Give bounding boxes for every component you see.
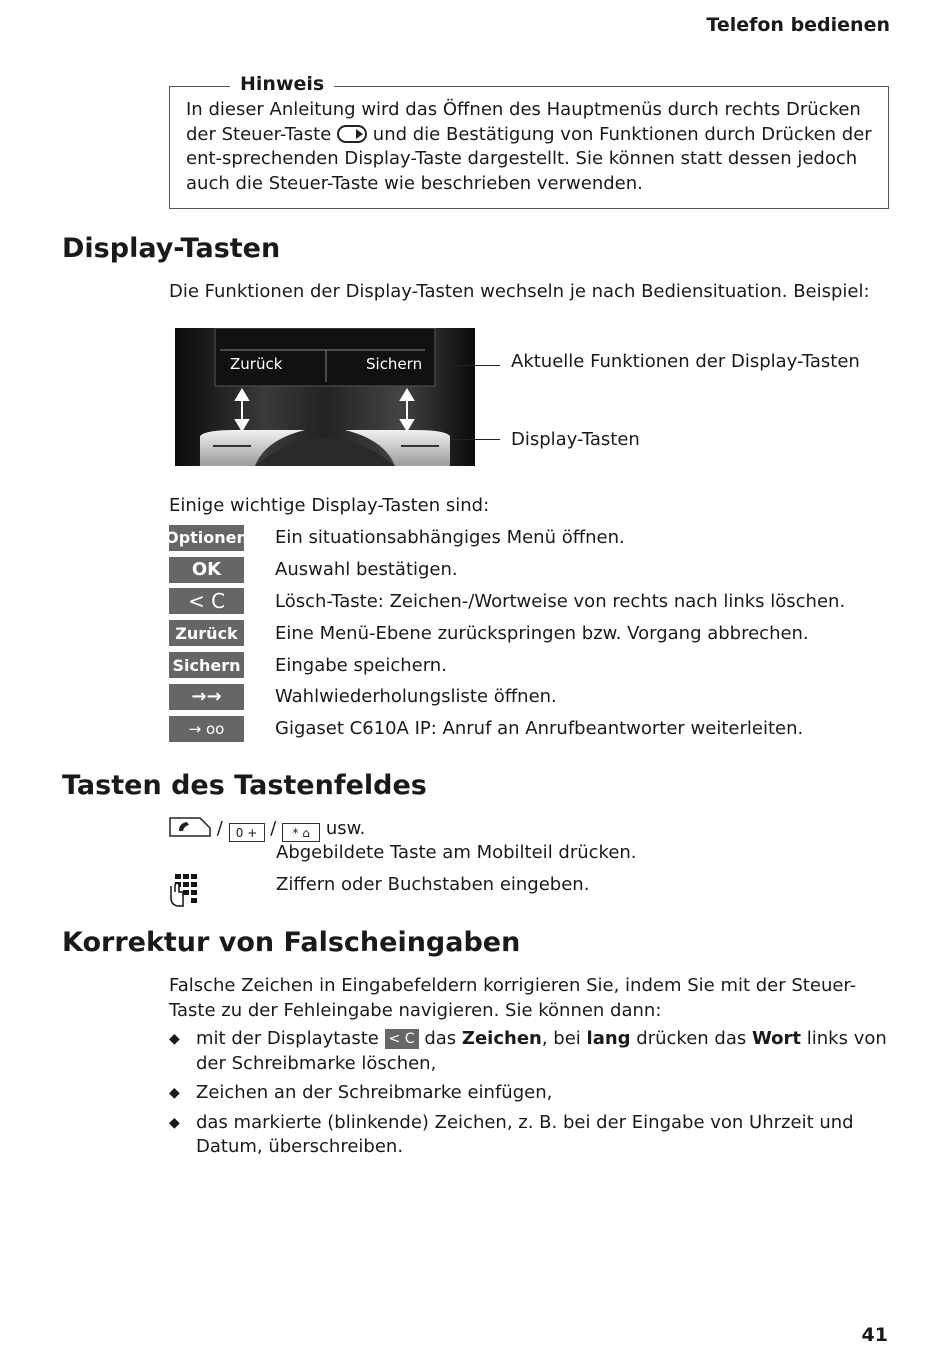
separator: / xyxy=(270,818,277,839)
key-badge-ok: OK xyxy=(169,557,244,583)
screen-label-left: Zurück xyxy=(230,355,283,373)
key-badge-redial: →→ xyxy=(169,684,244,710)
key-description: Wahlwiederholungsliste öffnen. xyxy=(275,686,557,708)
callout-top: Aktuelle Funktionen der Display-Tasten xyxy=(511,351,860,372)
list-item xyxy=(169,617,889,649)
key-badge-zurueck: Zurück xyxy=(169,620,244,646)
key-description: Eingabe speichern. xyxy=(275,654,447,676)
note-text-part1: In dieser Anleitung wird das Öffnen des Hauptmenüs durch rechts Drücken der Steuer-Taste xyxy=(186,99,861,145)
key-description: Gigaset C610A IP: Anruf an Anrufbeantworter weiterleiten. xyxy=(275,718,804,740)
steer-key-right-icon xyxy=(337,125,367,143)
key-list-intro: Einige wichtige Display-Tasten sind: xyxy=(169,495,490,516)
list-item xyxy=(169,586,889,618)
bullet-text xyxy=(196,1027,894,1076)
b1-part4: drücken das xyxy=(636,1028,747,1049)
list-item xyxy=(169,554,889,586)
callout-bottom: Display-Tasten xyxy=(511,429,640,450)
note-text xyxy=(186,98,880,196)
bullet-diamond-icon: ◆ xyxy=(169,1085,180,1101)
list-item xyxy=(169,1081,894,1106)
key-badge-sichern: Sichern xyxy=(169,652,244,678)
keypad-key-row xyxy=(169,817,365,842)
page-number: 41 xyxy=(861,1324,888,1346)
b1-part1: mit der Displaytaste xyxy=(196,1028,379,1049)
bullet-text: Zeichen an der Schreibmarke einfügen, xyxy=(196,1082,553,1103)
b1-part2: das xyxy=(424,1028,457,1049)
heading-keypad: Tasten des Tastenfeldes xyxy=(62,770,427,801)
keypad-line2: Ziffern oder Buchstaben eingeben. xyxy=(276,874,590,895)
key-description: Ein situationsabhängiges Menü öffnen. xyxy=(275,527,625,549)
phone-graphic xyxy=(175,328,475,466)
heading-display-keys: Display-Tasten xyxy=(62,233,281,264)
phone-illustration xyxy=(175,328,475,466)
note-title: Hinweis xyxy=(230,73,334,95)
b1-part5: links von der Schreibmarke löschen, xyxy=(196,1028,887,1074)
key-badge-voicemail-forward: → oo xyxy=(169,716,244,742)
key-description: Auswahl bestätigen. xyxy=(275,559,458,581)
list-item xyxy=(165,522,889,554)
key-zero-icon: 0 + xyxy=(229,823,265,842)
b1-bold2: lang xyxy=(586,1028,631,1049)
talk-key-icon xyxy=(169,817,211,837)
delete-key-badge: < C xyxy=(385,1029,419,1049)
callout-line-bottom xyxy=(452,439,500,440)
bullet-text: das markierte (blinkende) Zeichen, z. B. bei der Eingabe von Uhrzeit und Datum, überschreiben. xyxy=(196,1111,854,1157)
bullet-diamond-icon: ◆ xyxy=(169,1114,180,1131)
keypad-line1: Abgebildete Taste am Mobilteil drücken. xyxy=(276,842,637,863)
key-star-icon: * ⌂ xyxy=(282,823,320,842)
heading-correction: Korrektur von Falscheingaben xyxy=(62,927,521,958)
list-item xyxy=(169,1111,894,1160)
usw-text: usw. xyxy=(325,818,366,839)
display-keys-intro: Die Funktionen der Display-Tasten wechseln je nach Bediensituation. Beispiel: xyxy=(169,281,870,302)
list-item xyxy=(169,681,889,713)
separator: / xyxy=(216,818,223,839)
correction-intro: Falsche Zeichen in Eingabefeldern korrigieren Sie, indem Sie mit der Steuer-Taste zu der Fehleingabe navigieren. Sie können dann: xyxy=(169,975,857,1021)
running-title: Telefon bedienen xyxy=(706,14,890,36)
key-badge-optionen: Optionen xyxy=(169,525,244,551)
correction-bullets xyxy=(169,1027,894,1160)
list-item xyxy=(169,649,889,681)
key-description: Eine Menü-Ebene zurückspringen bzw. Vorgang abbrechen. xyxy=(275,622,809,644)
callout-line-top xyxy=(452,365,500,366)
note-text-part2: und die Bestätigung von Funktionen durch Drücken der ent-sprechenden Display-Taste dargestellt. Sie können statt dessen jedoch auch die Steuer-Taste wie beschrieben verwenden. xyxy=(186,123,872,194)
list-item xyxy=(169,1027,894,1076)
b1-part3: , bei xyxy=(541,1028,581,1049)
bullet-diamond-icon: ◆ xyxy=(169,1031,180,1047)
keypad-entry-icon xyxy=(169,872,203,908)
b1-bold1: Zeichen xyxy=(461,1028,542,1049)
screen-label-right: Sichern xyxy=(366,355,423,373)
b1-bold3: Wort xyxy=(751,1028,802,1049)
list-item xyxy=(169,713,889,745)
display-key-list xyxy=(165,522,889,745)
key-description: Lösch-Taste: Zeichen-/Wortweise von rechts nach links löschen. xyxy=(275,590,846,612)
key-badge-delete: < C xyxy=(169,588,244,614)
